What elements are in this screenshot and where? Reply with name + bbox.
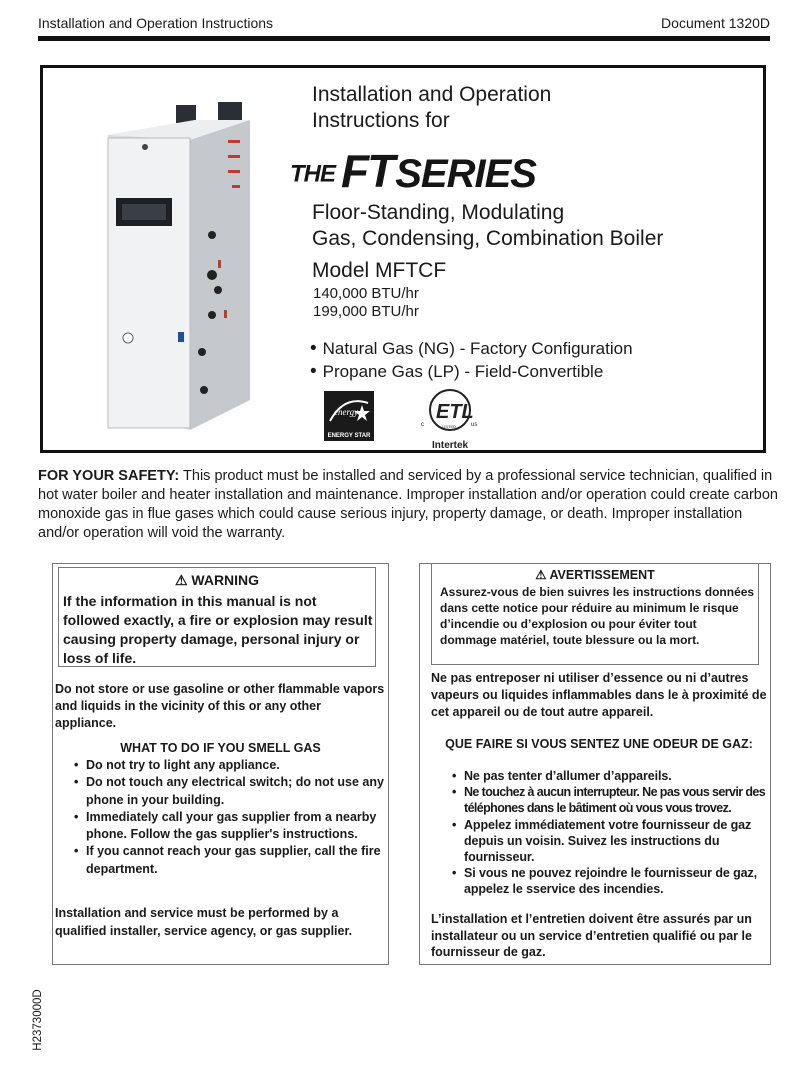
header-rule [38, 36, 770, 41]
model-number: Model MFTCF [312, 259, 447, 282]
document-number: Document 1320D [661, 15, 770, 31]
btu-ratings: 140,000 BTU/hr 199,000 BTU/hr [313, 285, 419, 320]
svg-text:ETL: ETL [436, 401, 474, 423]
list-item: • Ne pas tenter d’allumer d’appareils. [448, 768, 769, 784]
boiler-image [100, 100, 260, 435]
avertissement-heading: ⚠ AVERTISSEMENT [535, 568, 655, 582]
list-item: • Appelez immédiatement votre fournisseur de gaz depuis un voisin. Suivez les instructions du fournisseur. [448, 817, 769, 866]
list-item: • Immediately call your gas supplier from a nearby phone. Follow the gas supplier's instructions. [70, 809, 385, 844]
series-logo: THE FTSERIES [290, 145, 536, 197]
warning-text: If the information in this manual is not followed exactly, a fire or explosion may result causing property damage, personal injury or loss of life. [63, 593, 373, 666]
warning-triangle-icon: ⚠ [535, 568, 547, 582]
svg-text:energy: energy [334, 407, 359, 417]
installation-notice: Installation and service must be performed by a qualified installer, service agency, or gas supplier. [55, 906, 353, 938]
svg-text:us: us [471, 422, 478, 428]
list-item: • If you cannot reach your gas supplier, call the fire department. [70, 843, 385, 878]
safety-notice: FOR YOUR SAFETY: This product must be installed and serviced by a professional service technician, qualified in hot water boiler and heater installation and maintenance. Improper installation and/or operation could create carbon monoxide gas in flue gases which could cause serious injury, property damage, or death. Improper installation and/or operation will void the warranty. [38, 468, 778, 541]
odeur-gaz-list [448, 768, 769, 898]
installation-notice-fr: L’installation et l’entretien doivent être assurés par un installateur ou un service d’entretien qualifié ou par le fournisseur de gaz. [431, 912, 752, 959]
svg-text:Intertek: Intertek [432, 440, 469, 451]
entreposage-warning: Ne pas entreposer ni utiliser d’essence ou ni d’autres vapeurs ou liquides inflammables dans le à proximité de cet appareil ou de tout autre appareil. [431, 671, 767, 719]
list-item: • Do not touch any electrical switch; do not use any phone in your building. [70, 774, 385, 809]
side-document-code: H2373000D [32, 989, 44, 1051]
header-title: Installation and Operation Instructions [38, 15, 274, 31]
storage-warning: Do not store or use gasoline or other flammable vapors and liquids in the vicinity of this or any other appliance. [55, 682, 385, 730]
product-description: Floor-Standing, Modulating Gas, Condensing, Combination Boiler [312, 201, 664, 250]
odeur-gaz-heading: QUE FAIRE SI VOUS SENTEZ UNE ODEUR DE GAZ: [445, 737, 753, 751]
energy-star-icon [324, 391, 374, 433]
smell-gas-list [70, 757, 385, 878]
svg-text:c: c [421, 422, 424, 428]
avertissement-text: Assurez-vous de bien suivres les instructions données dans cette notice pour réduire au minimum le risque d’incendie ou d’explosion ou pour éviter tout dommage matériel, toute blessure ou la mort. [440, 585, 755, 647]
svg-text:LISTED: LISTED [442, 424, 457, 429]
list-item: • Si vous ne pouvez rejoindre le fournisseur de gaz, appelez le sservice des incendies. [448, 865, 769, 897]
energy-star-logo: energy ENERGY STAR [324, 391, 374, 441]
gas-configurations: • Natural Gas (NG) - Factory Configuration • Propane Gas (LP) - Field-Convertible [310, 337, 633, 383]
title-heading: Installation and Operation Instructions for [312, 83, 552, 132]
list-item: • Ne touchez à aucun interrupteur. Ne pas vous servir des téléphones dans le bâtiment où vous vous trovez. [448, 784, 769, 816]
list-item: • Do not try to light any appliance. [70, 757, 385, 774]
smell-gas-heading: WHAT TO DO IF YOU SMELL GAS [120, 741, 321, 755]
warning-heading: ⚠ WARNING [174, 572, 260, 588]
warning-triangle-icon: ⚠ [174, 572, 188, 588]
etl-listed-logo [420, 384, 480, 452]
